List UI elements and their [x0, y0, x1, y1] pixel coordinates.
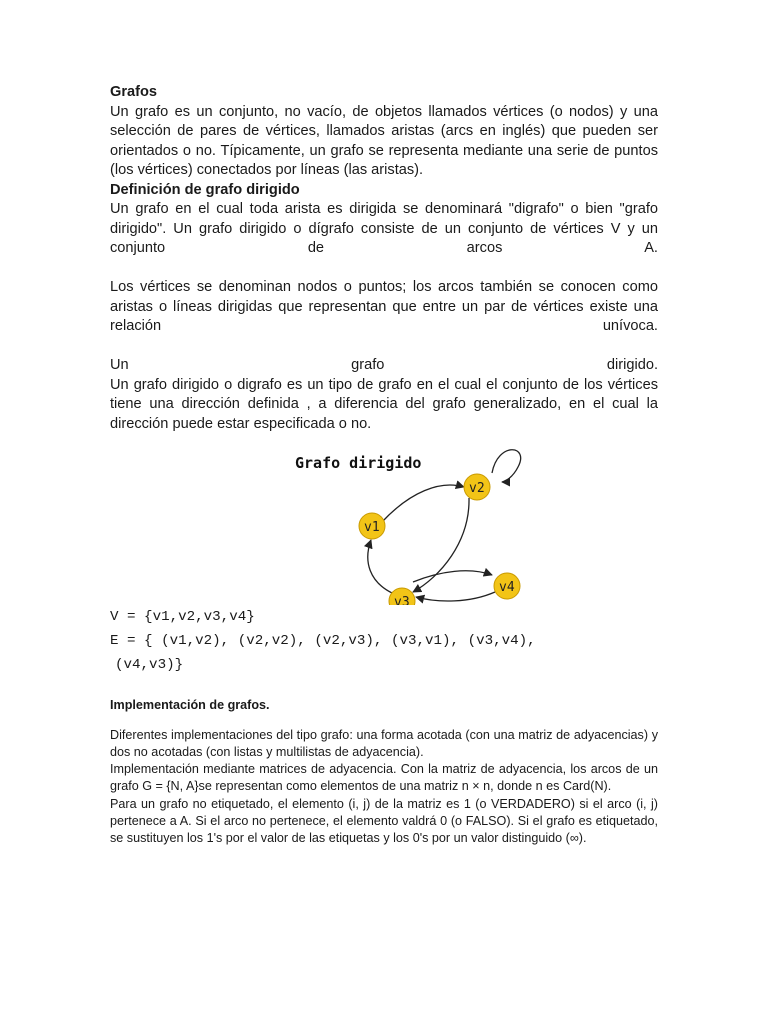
figure-title: Grafo dirigido [295, 454, 422, 472]
node-v1 [359, 513, 385, 539]
heading-grafo-dirigido: Definición de grafo dirigido [110, 181, 300, 198]
document-page [110, 83, 658, 847]
edge-v2-v2 [492, 450, 521, 482]
node-label-v2: v2 [469, 481, 485, 496]
vertex-set: V = {v1,v2,v3,v4} [110, 609, 255, 625]
node-label-v1: v1 [364, 520, 380, 535]
edge-v2-v3 [413, 498, 469, 592]
node-label-v3: v3 [394, 595, 410, 605]
node-v4 [494, 573, 520, 599]
paragraph-digrafo-tipo: Un grafo dirigido o digrafo es un tipo de grafo en el cual el conjunto de los vértices tiene una dirección definida , a diferencia del grafo generalizado, en el cual la dirección puede estar especificada o no. [110, 376, 658, 432]
paragraph-grafos-def: Un grafo es un conjunto, no vacío, de objetos llamados vértices (o nodos) y una selección de pares de vértices, llamados aristas (arcs en inglés) que pueden ser orientados o no. Típicamente, un grafo se representa mediante una serie de puntos (los vértices) conectados por líneas (las aristas). [110, 103, 658, 178]
edge-set-line-2: (v4,v3)} [115, 657, 184, 673]
edge-v4-v3 [416, 592, 495, 601]
edge-v1-v2 [382, 485, 464, 522]
heading-implementacion: Implementación de grafos. [110, 698, 270, 712]
heading-grafos: Grafos [110, 84, 158, 100]
line-un-grafo-dirigido: Un grafo dirigido. [110, 357, 658, 373]
paragraph-matrices: Implementación mediante matrices de adyacencia. Con la matriz de adyacencia, los arcos de un grafo G = {N, A}se representan como elementos de una matriz n × n, donde n es Card(N). [110, 762, 658, 794]
paragraph-implementaciones: Diferentes implementaciones del tipo grafo: una forma acotada (con una matriz de adyacencias) y dos no acotadas (con listas y multilistas de adyacencia). [110, 727, 658, 759]
edge-v3-v4 [413, 571, 492, 582]
paragraph-digrafo: Un grafo en el cual toda arista es dirigida se denominará "digrafo" o bien "grafo dirigido". Un grafo dirigido o dígrafo consiste de un conjunto de vértices V y un conjunto de arcos A. [110, 201, 658, 256]
node-v2 [464, 474, 490, 500]
edge-set-line-1: E = { (v1,v2), (v2,v2), (v2,v3), (v3,v1), (v3,v4), [110, 633, 536, 649]
paragraph-vertices: Los vértices se denominan nodos o puntos; los arcos también se conocen como aristas o líneas dirigidas que representan que entre un par de vértices existe una relación unívoca. [110, 279, 658, 334]
node-label-v4: v4 [499, 580, 515, 595]
directed-graph-figure [110, 437, 658, 605]
edge-v3-v1 [368, 540, 392, 593]
paragraph-etiquetado: Para un grafo no etiquetado, el elemento (i, j) de la matriz es 1 (o VERDADERO) si el arco (i, j) pertenece a A. Si el arco no pertenece, el elemento valdrá 0 (o FALSO). Si el grafo es etiquetado, se sustituyen los 1's por el valor de las etiquetas y los 0's por un valor distinguido (∞). [110, 796, 658, 846]
directed-graph-svg [110, 437, 658, 605]
node-v3 [389, 588, 415, 605]
